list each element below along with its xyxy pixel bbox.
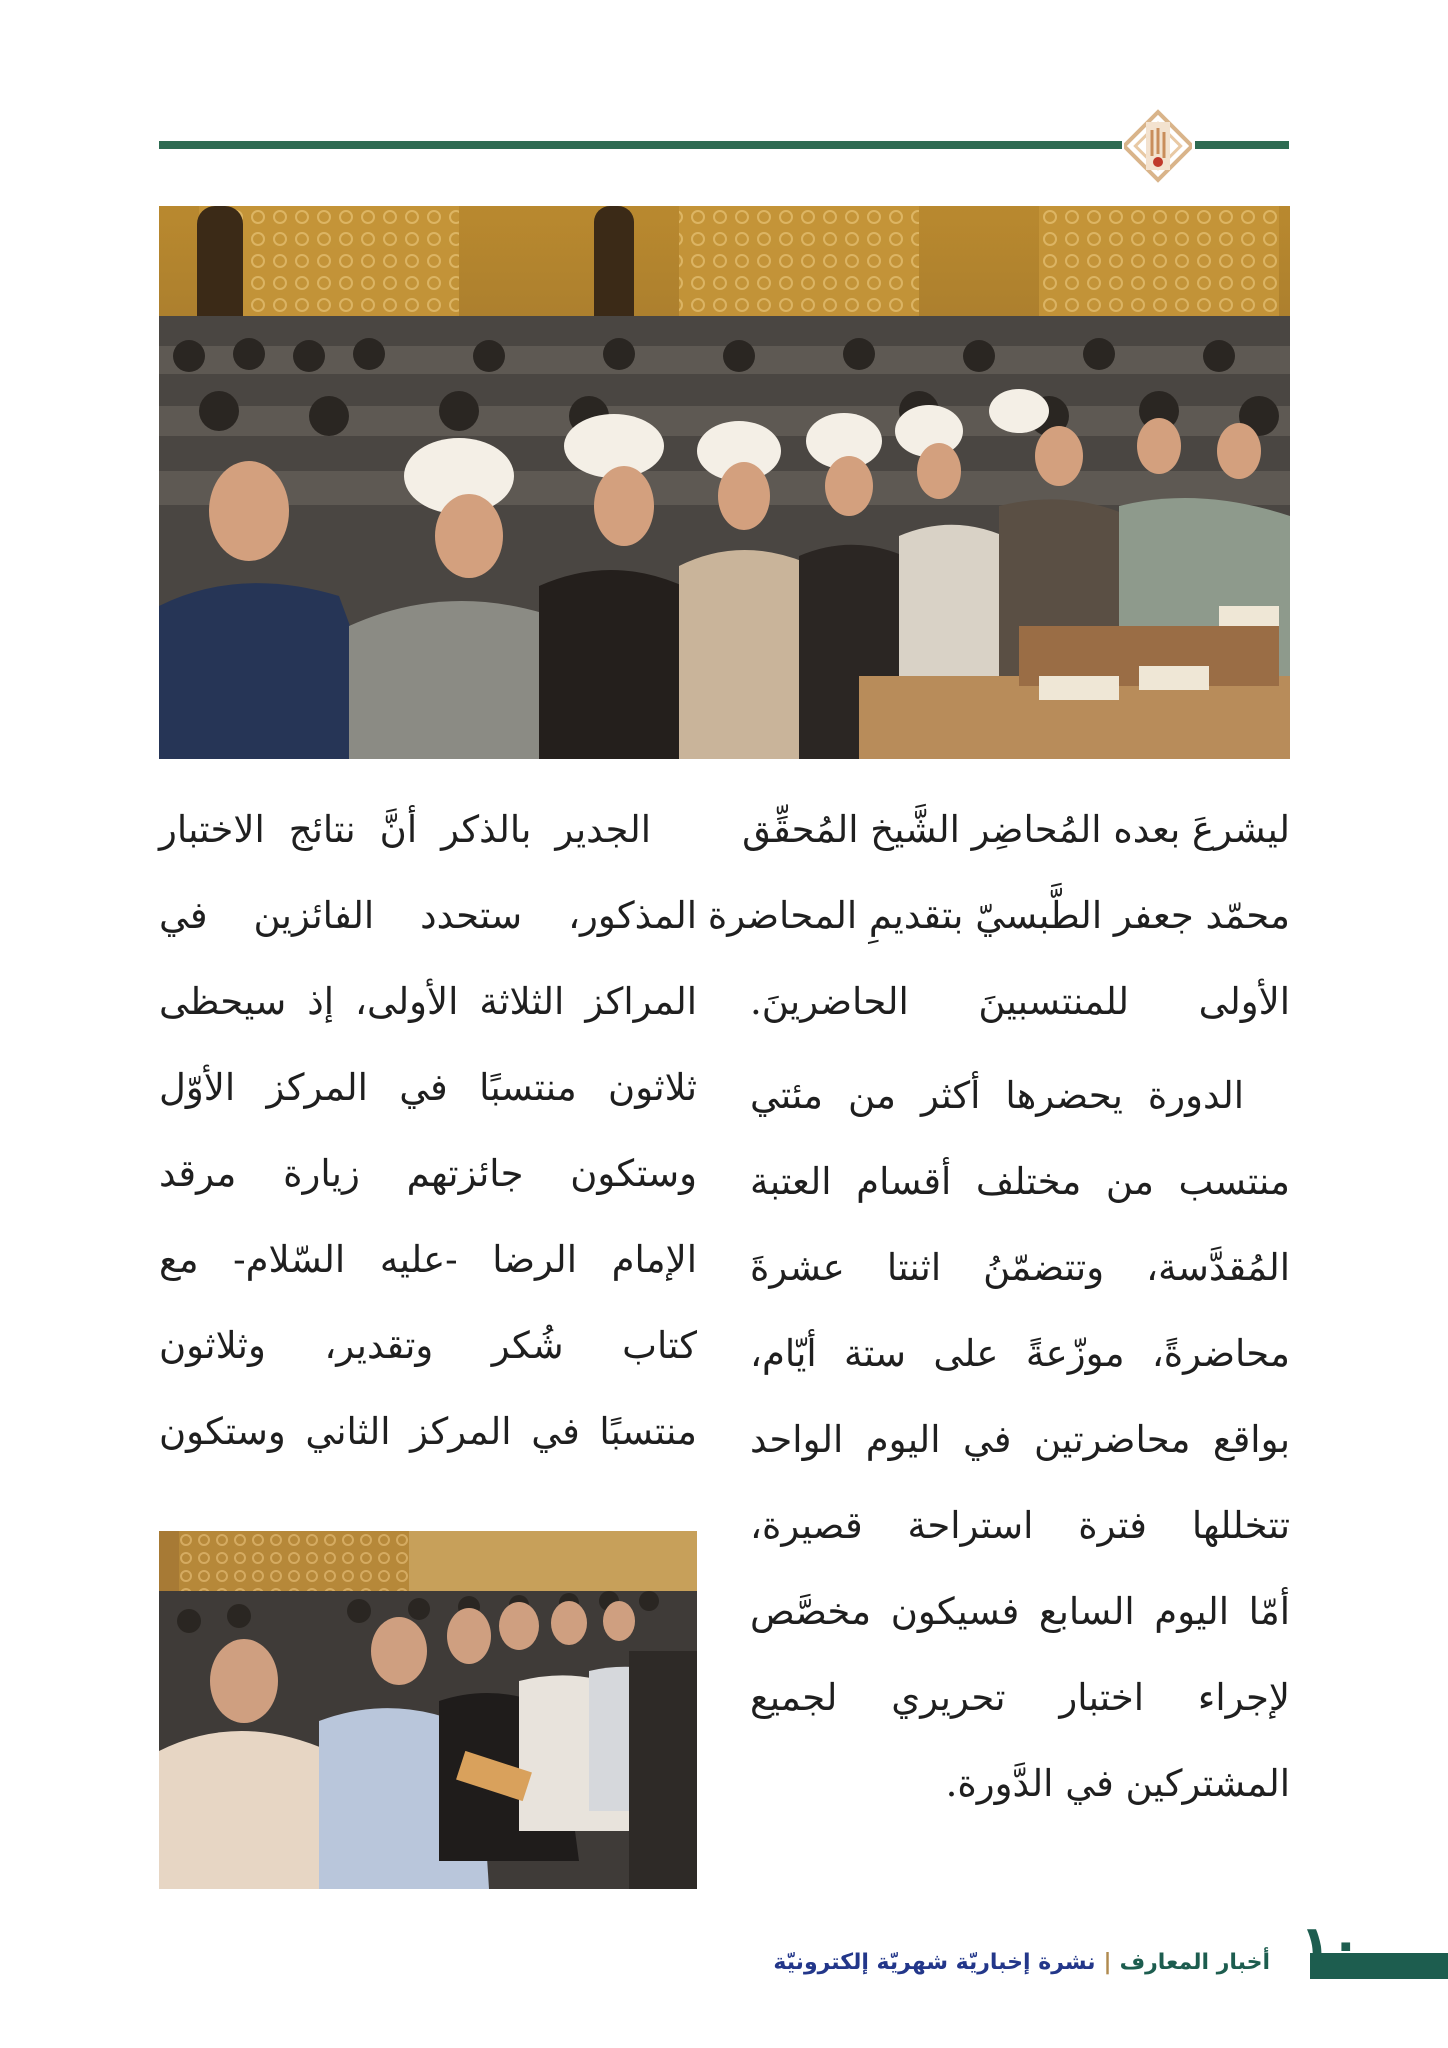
text-line: ثلاثون منتسبًا في المركز الأوّل xyxy=(159,1066,697,1109)
photo-audience-clerics xyxy=(159,206,1290,759)
header-rule-left xyxy=(159,141,1122,149)
footer-caption xyxy=(773,1950,1270,1975)
text-line: المذكور، ستحدد الفائزين في xyxy=(159,894,697,937)
text-line: لإجراء اختبار تحريري لجميع xyxy=(750,1676,1290,1719)
text-line: المُقدَّسة، وتتضمّنُ اثنتا عشرةَ xyxy=(750,1246,1290,1289)
footer-title: أخبار المعارف xyxy=(1119,1950,1270,1975)
text-line: محمّد جعفر الطَّبسيّ بتقديمِ المحاضرة xyxy=(707,894,1290,937)
ornament-logo-icon xyxy=(1124,108,1192,184)
text-line: ليشرعَ بعده المُحاضِر الشَّيخ المُحقِّق xyxy=(742,808,1290,851)
text-line: كتاب شُكر وتقدير، وثلاثون xyxy=(159,1324,697,1367)
text-line: منتسب من مختلف أقسام العتبة xyxy=(750,1160,1290,1203)
text-line: الأولى للمنتسبينَ الحاضرينَ. xyxy=(750,980,1290,1023)
article-column-left xyxy=(159,787,697,1475)
header-rule-right xyxy=(1195,141,1289,149)
text-line: وستكون جائزتهم زيارة مرقد xyxy=(159,1152,697,1195)
text-line: بواقع محاضرتين في اليوم الواحد xyxy=(750,1418,1290,1461)
text-line: المراكز الثلاثة الأولى، إذ سيحظى xyxy=(159,980,697,1023)
text-line: المشتركين في الدَّورة. xyxy=(945,1762,1290,1805)
text-line: الإمام الرضا -عليه السّلام- مع xyxy=(159,1238,697,1281)
text-line: الجدير بالذكر أنَّ نتائج الاختبار xyxy=(159,808,651,851)
text-line: تتخللها فترة استراحة قصيرة، xyxy=(750,1504,1290,1547)
footer-subtitle: نشرة إخباريّة شهريّة إلكترونيّة xyxy=(773,1950,1096,1975)
footer-separator: | xyxy=(1103,1950,1112,1975)
text-line: الدورة يحضرها أكثر من مئتي xyxy=(750,1074,1244,1117)
page-number: ١٠ xyxy=(1300,1915,1362,1973)
article-column-right xyxy=(707,787,1290,1827)
text-line: منتسبًا في المركز الثاني وستكون xyxy=(159,1410,697,1453)
photo-audience-students xyxy=(159,1531,697,1889)
text-line: محاضرةً، موزّعةً على ستة أيّام، xyxy=(750,1332,1290,1375)
text-line: أمّا اليوم السابع فسيكون مخصَّص xyxy=(750,1590,1290,1633)
